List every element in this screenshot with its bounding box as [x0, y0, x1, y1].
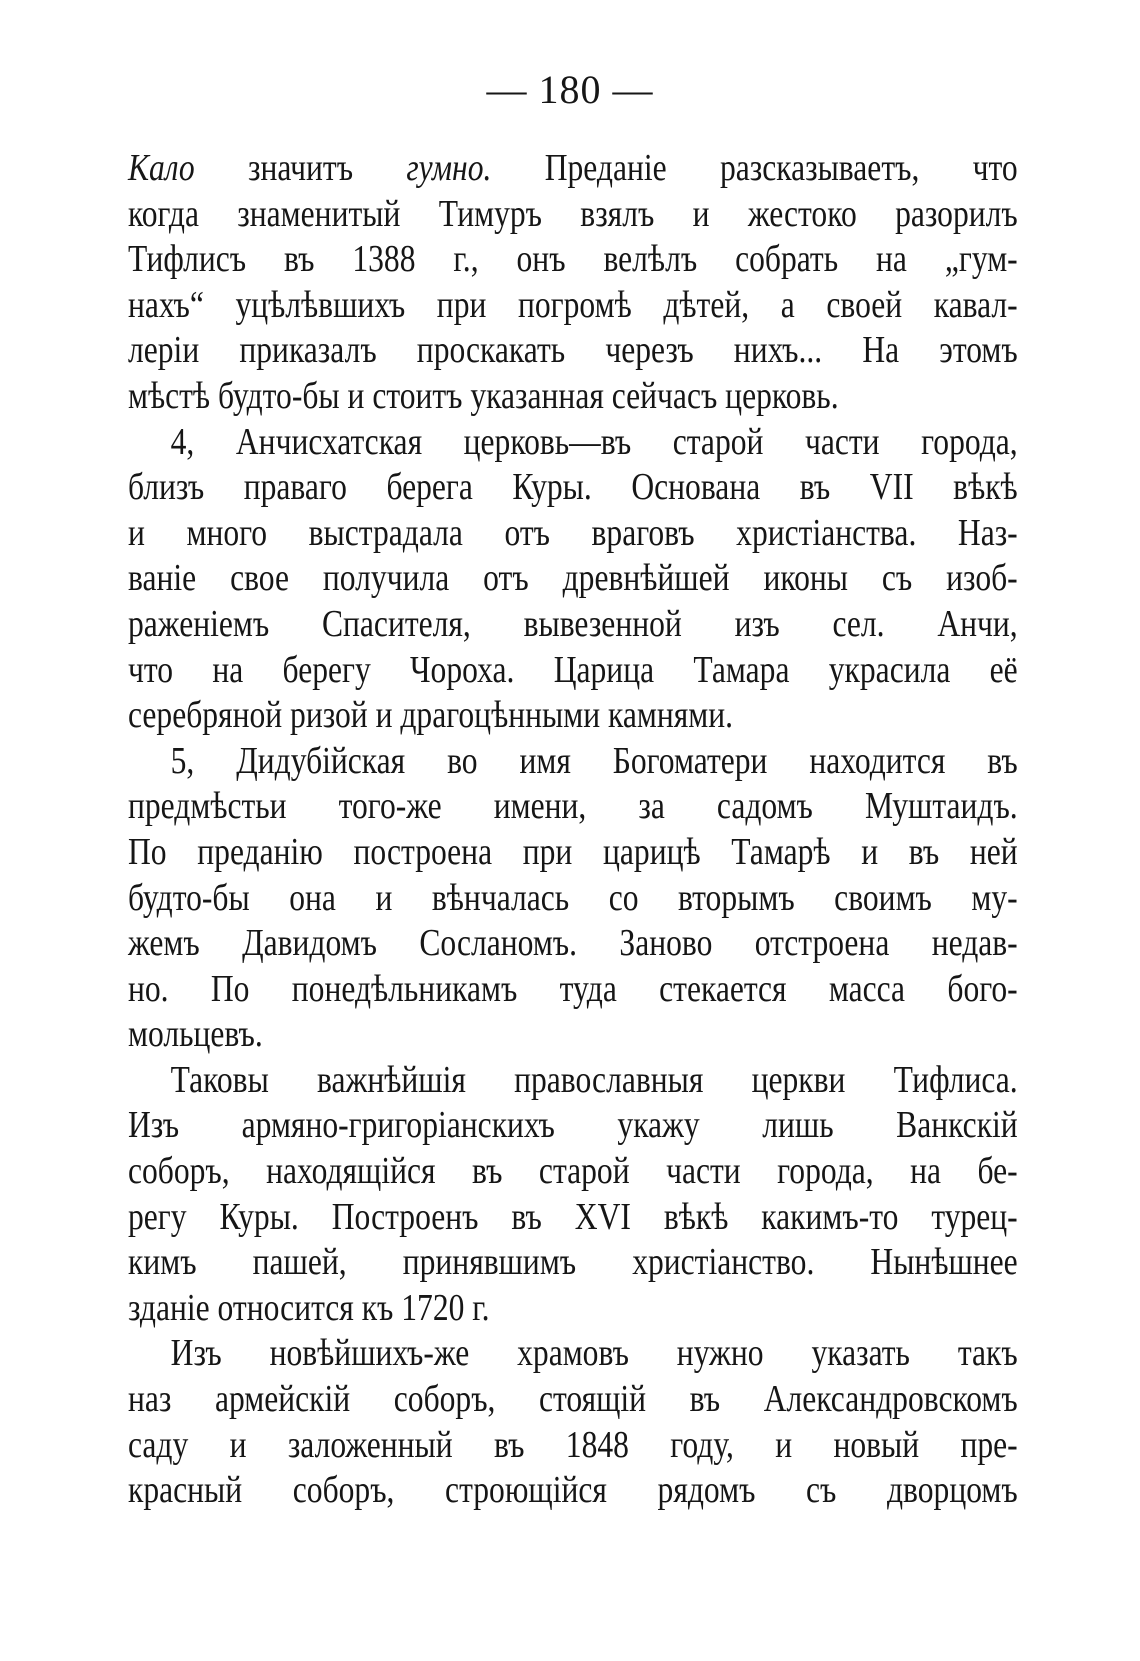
text-line: кимъ пашей, принявшимъ христіанство. Нынѣшнее [128, 1241, 1018, 1284]
text-line: но. По понедѣльникамъ туда стекается масса бого- [128, 967, 1018, 1010]
text-line: что на берегу Чороха. Царица Тамара украсила её [128, 648, 1018, 691]
text-line: 4, Анчисхатская церковь—въ старой части города, [170, 420, 1018, 463]
italic-word: гумно. [406, 147, 492, 189]
text-line: саду и заложенный въ 1848 году, и новый пре- [128, 1423, 1018, 1466]
text-line: Тифлисъ въ 1388 г., онъ велѣлъ собрать на „гум- [128, 238, 1018, 281]
text-line: когда знаменитый Тимуръ взялъ и жестоко разорилъ [128, 192, 1018, 235]
text-line: и много выстрадала отъ враговъ христіанства. Наз- [128, 511, 1018, 554]
paragraph-1 [128, 146, 1018, 420]
paragraph-2 [128, 420, 1018, 739]
text-line: леріи приказалъ проскакать черезъ нихъ... На этомъ [128, 329, 1018, 372]
text-line: будто-бы она и вѣнчалась со вторымъ своимъ му- [128, 876, 1018, 919]
text-line: наз армейскій соборъ, стоящій въ Александровскомъ [128, 1378, 1018, 1421]
text-line: мольцевъ. [128, 1013, 263, 1056]
text-line: Таковы важнѣйшія православныя церкви Тифлиса. [170, 1058, 1018, 1101]
text-line: близъ праваго берега Куры. Основана въ VII вѣкѣ [128, 466, 1018, 509]
text-line: Изъ новѣйшихъ-же храмовъ нужно указать такъ [170, 1332, 1018, 1375]
text-line: По преданію построена при царицѣ Тамарѣ и въ ней [128, 830, 1018, 873]
text-line: нахъ“ уцѣлѣвшихъ при погромѣ дѣтей, а своей кавал- [128, 283, 1018, 326]
paragraph-3 [128, 739, 1018, 1058]
text-line: зданіе относится къ 1720 г. [128, 1286, 490, 1329]
text-line: регу Куры. Построенъ въ XVI вѣкѣ какимъ-то турец- [128, 1195, 1018, 1238]
text-line: ваніе свое получила отъ древнѣйшей иконы съ изоб- [128, 557, 1018, 600]
paragraph-5 [128, 1331, 1018, 1513]
paragraph-4 [128, 1058, 1018, 1332]
text-line: соборъ, находящійся въ старой части города, на бе- [128, 1150, 1018, 1193]
text-line: мѣстѣ будто-бы и стоитъ указанная сейчасъ церковь. [128, 374, 839, 417]
page-number: — 180 — [486, 67, 654, 112]
italic-word: Кало [128, 147, 195, 189]
text-line: Кало значитъ гумно. Преданіе разсказываетъ, что [128, 147, 1018, 189]
text-line: 5, Дидубійская во имя Богоматери находится въ [170, 739, 1018, 782]
text-line: Изъ армяно-григоріанскихъ укажу лишь Ванкскій [128, 1104, 1018, 1147]
text-line: раженіемъ Спасителя, вывезенной изъ сел. Анчи, [128, 602, 1018, 645]
page-text [128, 146, 1018, 1514]
text-line: серебряной ризой и драгоцѣнными камнями. [128, 694, 734, 737]
text-line: красный соборъ, строющійся рядомъ съ дворцомъ [128, 1469, 1018, 1512]
text-line: предмѣстьи того-же имени, за садомъ Муштаидъ. [128, 785, 1018, 828]
text-line: жемъ Давидомъ Сосланомъ. Заново отстроена недав- [128, 922, 1018, 965]
